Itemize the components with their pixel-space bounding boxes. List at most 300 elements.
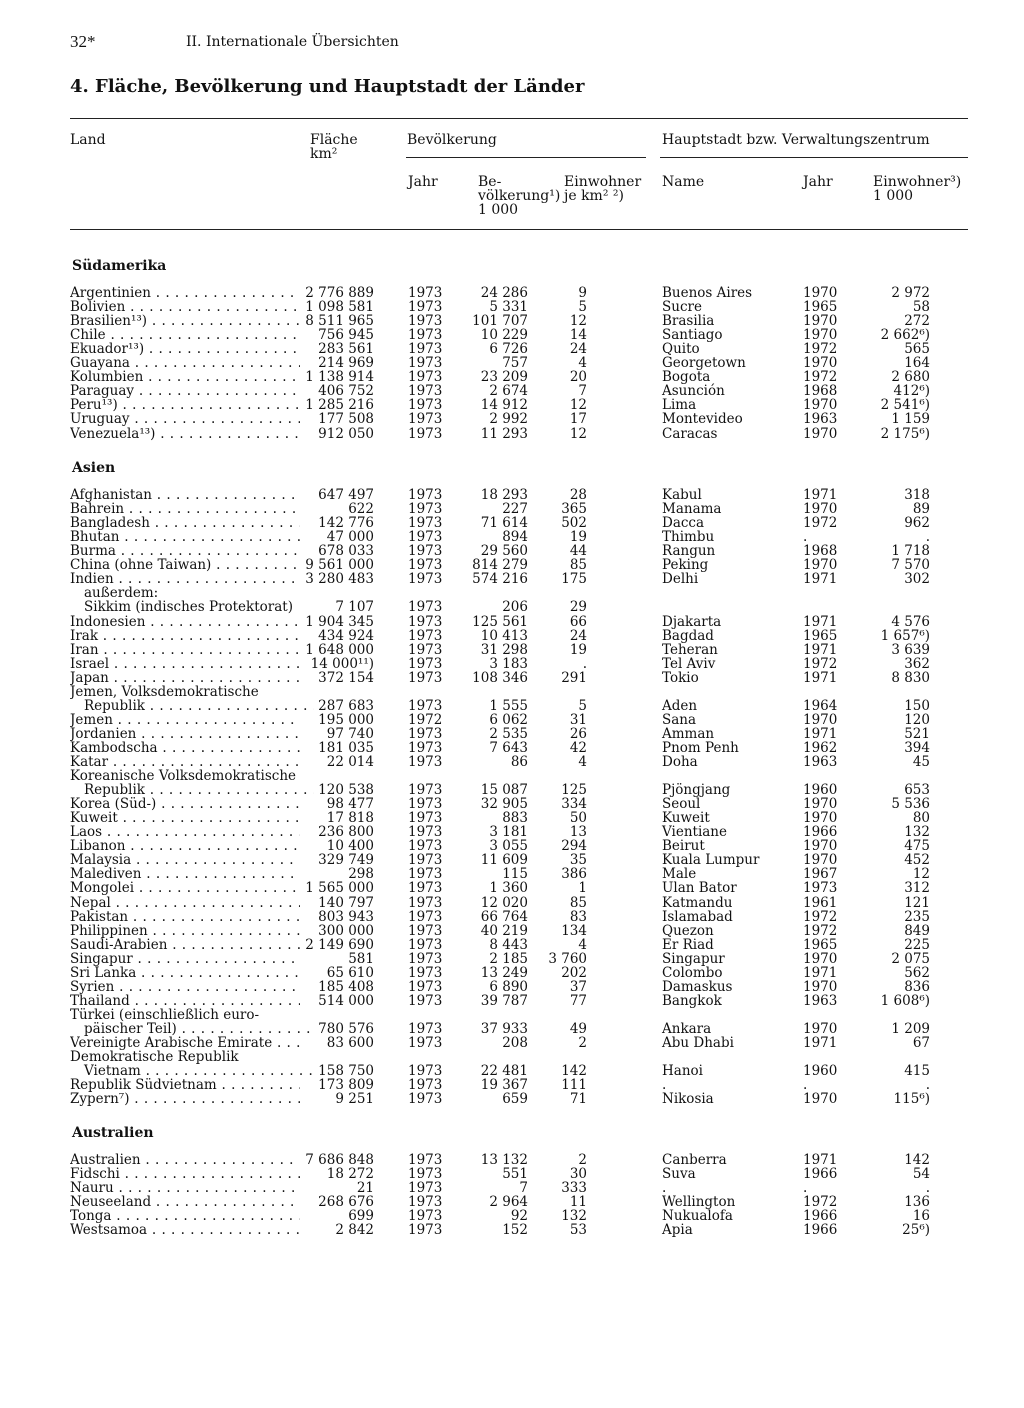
cell-dens: 44 [569, 543, 587, 560]
cell-cyear: 1966 [803, 1208, 838, 1225]
table-row [0, 572, 1024, 586]
table-row [0, 966, 1024, 980]
cell-cyear: 1964 [803, 697, 838, 714]
cell-dens: 30 [569, 1166, 587, 1182]
cell-cpop: 142 [904, 1152, 930, 1168]
cell-pop: 2 992 [489, 411, 528, 428]
cell-cpop: 318 [904, 487, 930, 503]
cell-land: China (ohne Taiwan) . . . [70, 558, 300, 572]
cell-pop: 71 614 [480, 515, 528, 532]
cell-cap: Islamabad [662, 908, 733, 925]
cell-year: 1973 [408, 1180, 443, 1197]
cell-pop: 29 560 [480, 543, 528, 560]
cell-cap: Katmandu [662, 894, 733, 911]
cell-land: Paraguay . . . [70, 384, 300, 398]
cell-dens: 19 [569, 529, 587, 546]
header-einwohner: Einwohner [564, 174, 642, 190]
cell-cap: Seoul [662, 796, 701, 813]
cell-cap: Bangkok [662, 992, 722, 1009]
cell-pop: 19 367 [480, 1077, 528, 1094]
cell-area: 214 969 [318, 355, 374, 372]
cell-cap: Manama [662, 501, 722, 518]
cell-cyear: . [803, 529, 808, 546]
cell-pop: 13 132 [480, 1152, 528, 1168]
cell-cyear: 1965 [803, 299, 838, 316]
cell-cyear: 1972 [803, 515, 838, 532]
cell-cpop: . [925, 1077, 930, 1094]
cell-cpop: 8 830 [891, 669, 930, 686]
cell-cpop: 132 [904, 824, 930, 841]
table-row [0, 384, 1024, 398]
cell-year: 1973 [408, 669, 443, 686]
table-row [0, 924, 1024, 938]
cell-cap: Rangun [662, 543, 716, 560]
cell-area: 8 511 965 [305, 313, 374, 330]
cell-cap: Nikosia [662, 1091, 714, 1108]
cell-pop: 208 [502, 1035, 528, 1051]
cell-cpop: 7 570 [891, 557, 930, 574]
cell-cap: Singapur [662, 950, 725, 967]
cell-year: 1973 [408, 327, 443, 344]
cell-year: 1973 [408, 852, 443, 869]
cell-land: Sri Lanka . . . [70, 966, 300, 980]
cell-cyear: 1970 [803, 425, 838, 442]
cell-pop: 15 087 [480, 782, 528, 798]
cell-pop: 11 609 [480, 852, 528, 869]
cell-dens: 142 [561, 1063, 587, 1080]
cell-dens: 19 [569, 641, 587, 658]
cell-area: 2 776 889 [305, 285, 374, 301]
cell-cyear: 1960 [803, 782, 838, 798]
cell-pop: 23 209 [480, 369, 528, 386]
table-row [0, 1078, 1024, 1092]
cell-year: 1973 [408, 978, 443, 995]
cell-land: Kambodscha . . . [70, 741, 300, 755]
cell-pop: 2 535 [489, 725, 528, 742]
table-row [0, 1050, 1024, 1064]
cell-year: 1973 [408, 285, 443, 301]
cell-dens: 4 [578, 936, 587, 953]
cell-pop: 7 643 [489, 739, 528, 756]
table-row [0, 643, 1024, 657]
cell-cyear: 1970 [803, 355, 838, 372]
cell-dens: 386 [561, 866, 587, 883]
cell-area: 98 477 [326, 796, 374, 813]
cell-year: 1973 [408, 964, 443, 981]
cell-cpop: 121 [904, 894, 930, 911]
header-je-km2: je km² ²) [564, 188, 624, 204]
table-row [0, 412, 1024, 426]
cell-cyear: 1970 [803, 313, 838, 330]
cell-year: 1973 [408, 1091, 443, 1108]
cell-land: Chile . . . [70, 328, 300, 342]
cell-cap: Doha [662, 754, 698, 770]
cell-cap: Beirut [662, 838, 705, 855]
cell-area: 181 035 [318, 739, 374, 756]
cell-land: Uruguay . . . [70, 412, 300, 426]
table-row [0, 398, 1024, 412]
cell-cap: Damaskus [662, 978, 733, 995]
cell-pop: 152 [502, 1222, 528, 1239]
cell-cpop: 136 [904, 1194, 930, 1211]
cell-cyear: 1965 [803, 627, 838, 644]
cell-dens: 24 [569, 341, 587, 358]
cell-cpop: 225 [904, 936, 930, 953]
table-row [0, 1008, 1024, 1022]
cell-land: Tonga . . . [70, 1209, 300, 1223]
cell-land: Laos . . . [70, 825, 300, 839]
cell-area: 236 800 [318, 824, 374, 841]
cell-dens: 7 [578, 383, 587, 400]
cell-land: Syrien . . . [70, 980, 300, 994]
cell-area: 581 [348, 950, 374, 967]
table-row [0, 586, 1024, 600]
cell-cap: Tokio [662, 669, 699, 686]
cell-year: 1973 [408, 515, 443, 532]
cell-cpop: 1 159 [891, 411, 930, 428]
table-row [0, 727, 1024, 741]
cell-cyear: 1970 [803, 1091, 838, 1108]
cell-cap: Nukualofa [662, 1208, 733, 1225]
cell-year: 1973 [408, 894, 443, 911]
cell-cap: Caracas [662, 425, 718, 442]
cell-area: 1 565 000 [305, 880, 374, 897]
cell-cpop: 3 639 [891, 641, 930, 658]
cell-area: 10 400 [326, 838, 374, 855]
table-row [0, 370, 1024, 384]
cell-cpop: 25⁶) [902, 1222, 930, 1239]
cell-area: 158 750 [318, 1063, 374, 1080]
cell-land: Malaysia . . . [70, 853, 300, 867]
cell-cpop: 849 [904, 922, 930, 939]
cell-cpop: 1 718 [891, 543, 930, 560]
cell-year: 1973 [408, 655, 443, 672]
cell-cyear: 1971 [803, 964, 838, 981]
cell-area: 912 050 [318, 425, 374, 442]
cell-land: Australien . . . [70, 1153, 300, 1167]
cell-dens: 5 [578, 299, 587, 316]
cell-cap: Tel Aviv [662, 655, 716, 672]
cell-cyear: 1971 [803, 725, 838, 742]
cell-area: 195 000 [318, 711, 374, 728]
cell-year: 1973 [408, 571, 443, 588]
cell-dens: 3 760 [548, 950, 587, 967]
cell-pop: 1 360 [489, 880, 528, 897]
cell-year: 1973 [408, 299, 443, 316]
cell-cpop: 2 972 [891, 285, 930, 301]
cell-cap: Lima [662, 397, 697, 414]
cell-pop: 18 293 [480, 487, 528, 503]
cell-cpop: 235 [904, 908, 930, 925]
table-row [0, 783, 1024, 797]
cell-cyear: 1972 [803, 655, 838, 672]
cell-pop: 10 229 [480, 327, 528, 344]
running-header [70, 32, 399, 52]
cell-cpop: 2 541⁶) [880, 397, 930, 414]
header-bottom-rule [70, 229, 968, 230]
cell-land: Guayana . . . [70, 356, 300, 370]
cell-year: 1973 [408, 1166, 443, 1182]
cell-year: 1973 [408, 1208, 443, 1225]
cell-cyear: 1970 [803, 501, 838, 518]
cell-land: Nepal . . . [70, 896, 300, 910]
cell-pop: 12 020 [480, 894, 528, 911]
cell-pop: 3 055 [489, 838, 528, 855]
table-row [0, 488, 1024, 502]
cell-area: 140 797 [318, 894, 374, 911]
cell-dens: 14 [569, 327, 587, 344]
cell-dens: 20 [569, 369, 587, 386]
cell-area: 699 [348, 1208, 374, 1225]
cell-cap: Aden [662, 697, 698, 714]
cell-land: Nauru . . . [70, 1181, 300, 1195]
cell-cyear: 1971 [803, 1035, 838, 1051]
cell-pop: 10 413 [480, 627, 528, 644]
cell-area: 514 000 [318, 992, 374, 1009]
cell-cyear: 1966 [803, 824, 838, 841]
cell-cyear: 1962 [803, 739, 838, 756]
table-row [0, 867, 1024, 881]
cell-cap: Kuala Lumpur [662, 852, 760, 869]
cell-dens: 12 [569, 397, 587, 414]
cell-pop: 8 443 [489, 936, 528, 953]
table-row [0, 657, 1024, 671]
cell-cpop: 415 [904, 1063, 930, 1080]
cell-cap: Kabul [662, 487, 702, 503]
cell-cyear: . [803, 1180, 808, 1197]
cell-land: Japan . . . [70, 671, 300, 685]
cell-land: Libanon . . . [70, 839, 300, 853]
cell-land: Indien . . . [70, 572, 300, 586]
cell-dens: 9 [578, 285, 587, 301]
cell-land: Afghanistan . . . [70, 488, 300, 502]
table-row [0, 896, 1024, 910]
table-row [0, 994, 1024, 1008]
cell-land: Mongolei . . . [70, 881, 300, 895]
cell-area: 17 818 [326, 810, 374, 827]
cell-cap: Canberra [662, 1152, 727, 1168]
cell-area: 647 497 [318, 487, 374, 503]
cell-year: 1973 [408, 1222, 443, 1239]
cell-cyear: 1970 [803, 838, 838, 855]
cell-pop: 3 183 [489, 655, 528, 672]
cell-year: 1973 [408, 936, 443, 953]
cell-area: 21 [356, 1180, 374, 1197]
cell-cyear: 1970 [803, 796, 838, 813]
cell-area: 1 138 914 [305, 369, 374, 386]
cell-land: Kolumbien . . . [70, 370, 300, 384]
cell-cyear: 1970 [803, 810, 838, 827]
cell-cap: Buenos Aires [662, 285, 753, 301]
cell-area: 780 576 [318, 1020, 374, 1037]
cell-cyear: 1972 [803, 908, 838, 925]
cell-year: 1973 [408, 908, 443, 925]
cell-area: 329 749 [318, 852, 374, 869]
cell-dens: 26 [569, 725, 587, 742]
header-tausend: 1 000 [478, 202, 519, 218]
cell-cyear: 1968 [803, 543, 838, 560]
cell-cpop: 962 [904, 515, 930, 532]
header-top-rule [70, 118, 968, 119]
cell-cpop: 164 [904, 355, 930, 372]
cell-land: Jordanien . . . [70, 727, 300, 741]
cell-pop: 5 331 [489, 299, 528, 316]
cell-land: Kuweit . . . [70, 811, 300, 825]
cell-cpop: 2 075 [891, 950, 930, 967]
cell-land: Bhutan . . . [70, 530, 300, 544]
cell-cyear: 1971 [803, 1152, 838, 1168]
cell-land: Israel . . . [70, 657, 300, 671]
cell-land: Koreanische Volksdemokratische [70, 769, 297, 783]
cell-land: Thailand . . . [70, 994, 300, 1008]
cell-pop: 1 555 [489, 697, 528, 714]
cell-cpop: 4 576 [891, 613, 930, 630]
cell-land: Bolivien . . . [70, 300, 300, 314]
cell-cap: Vientiane [662, 824, 727, 841]
cell-area: 120 538 [318, 782, 374, 798]
cell-dens: 66 [569, 613, 587, 630]
cell-year: 1973 [408, 383, 443, 400]
cell-cpop: . [925, 1180, 930, 1197]
cell-land: Iran . . . [70, 643, 300, 657]
cell-area: 9 561 000 [305, 557, 374, 574]
cell-cyear: 1965 [803, 936, 838, 953]
cell-dens: 50 [569, 810, 587, 827]
cell-year: 1973 [408, 487, 443, 503]
cell-cap: Dacca [662, 515, 705, 532]
cell-dens: 85 [569, 557, 587, 574]
cell-dens: . [582, 655, 587, 672]
cell-dens: 4 [578, 754, 587, 770]
cell-cyear: 1966 [803, 1166, 838, 1182]
cell-area: 177 508 [318, 411, 374, 428]
table-title: 4. Fläche, Bevölkerung und Hauptstadt der Länder [70, 76, 585, 97]
cell-year: 1973 [408, 992, 443, 1009]
cell-area: 2 149 690 [305, 936, 374, 953]
cell-cyear: 1971 [803, 641, 838, 658]
cell-dens: 334 [561, 796, 587, 813]
cell-cpop: 2 680 [891, 369, 930, 386]
cell-cap: Thimbu [662, 529, 715, 546]
cell-area: 2 842 [335, 1222, 374, 1239]
cell-cpop: 150 [904, 697, 930, 714]
cell-dens: 333 [561, 1180, 587, 1197]
cell-dens: 134 [561, 922, 587, 939]
header-name: Name [662, 174, 705, 190]
cell-dens: 35 [569, 852, 587, 869]
cell-year: 1973 [408, 613, 443, 630]
table-row [0, 1036, 1024, 1050]
cell-area: 287 683 [318, 697, 374, 714]
cell-pop: 2 674 [489, 383, 528, 400]
cell-land: Fidschi . . . [70, 1167, 300, 1181]
cell-cpop: 1 657⁶) [880, 627, 930, 644]
cell-year: 1973 [408, 697, 443, 714]
cell-land: Vereinigte Arabische Emirate . . . [70, 1036, 300, 1050]
cell-cap: Bogota [662, 369, 711, 386]
cell-pop: 7 [519, 1180, 528, 1197]
table-row [0, 328, 1024, 342]
cell-land: Vietnam . . . [70, 1064, 314, 1078]
cell-cap: Peking [662, 557, 709, 574]
cell-dens: 294 [561, 838, 587, 855]
cell-land: Pakistan . . . [70, 910, 300, 924]
cell-cpop: 2 175⁶) [880, 425, 930, 442]
cell-area: 283 561 [318, 341, 374, 358]
cell-area: 298 [348, 866, 374, 883]
cell-cap: Brasilia [662, 313, 715, 330]
table-row [0, 1209, 1024, 1223]
table-row [0, 615, 1024, 629]
cell-cyear: 1961 [803, 894, 838, 911]
cell-dens: 502 [561, 515, 587, 532]
cell-cyear: 1966 [803, 1222, 838, 1239]
cell-pop: 31 298 [480, 641, 528, 658]
cell-land: Zypern⁷) . . . [70, 1092, 300, 1106]
cell-cap: Asunción [662, 383, 725, 400]
cell-dens: 1 [578, 880, 587, 897]
cell-area: 678 033 [318, 543, 374, 560]
cell-year: 1973 [408, 627, 443, 644]
table-row [0, 685, 1024, 699]
cell-pop: 108 346 [472, 669, 528, 686]
cell-cyear: 1971 [803, 669, 838, 686]
cell-cpop: 1 209 [891, 1020, 930, 1037]
cell-pop: 92 [510, 1208, 528, 1225]
cell-year: 1973 [408, 880, 443, 897]
cell-dens: 13 [569, 824, 587, 841]
cell-cpop: 58 [912, 299, 930, 316]
cell-pop: 2 185 [489, 950, 528, 967]
cell-cpop: . [925, 529, 930, 546]
cell-year: 1973 [408, 1063, 443, 1080]
cell-area: 173 809 [318, 1077, 374, 1094]
cell-land: Jemen . . . [70, 713, 300, 727]
table-row [0, 1167, 1024, 1181]
cell-area: 1 285 216 [305, 397, 374, 414]
cell-land: Burma . . . [70, 544, 300, 558]
cell-cap: Santiago [662, 327, 723, 344]
cell-cyear: 1967 [803, 866, 838, 883]
table-row [0, 910, 1024, 924]
header-flaeche: Fläche [310, 132, 358, 148]
cell-land: Malediven . . . [70, 867, 300, 881]
table-row [0, 713, 1024, 727]
table-row [0, 741, 1024, 755]
cell-cap: Er Riad [662, 936, 714, 953]
cell-pop: 40 219 [480, 922, 528, 939]
header-km2: km² [310, 146, 338, 162]
cell-area: 622 [348, 501, 374, 518]
cell-cpop: 12 [912, 866, 930, 883]
cell-pop: 883 [502, 810, 528, 827]
section-header: II. Internationale Übersichten [186, 34, 399, 50]
cell-pop: 24 286 [480, 285, 528, 301]
cell-dens: 2 [578, 1152, 587, 1168]
table-row [0, 853, 1024, 867]
header-be: Be- [478, 174, 502, 190]
cell-area: 3 280 483 [305, 571, 374, 588]
cell-area: 7 686 848 [305, 1152, 374, 1168]
cell-pop: 125 561 [472, 613, 528, 630]
cell-area: 47 000 [326, 529, 374, 546]
cell-cap: Kuweit [662, 810, 710, 827]
cell-area: 22 014 [326, 754, 374, 770]
cell-dens: 175 [561, 571, 587, 588]
cell-pop: 894 [502, 529, 528, 546]
cell-year: 1973 [408, 529, 443, 546]
cell-cyear: 1968 [803, 383, 838, 400]
